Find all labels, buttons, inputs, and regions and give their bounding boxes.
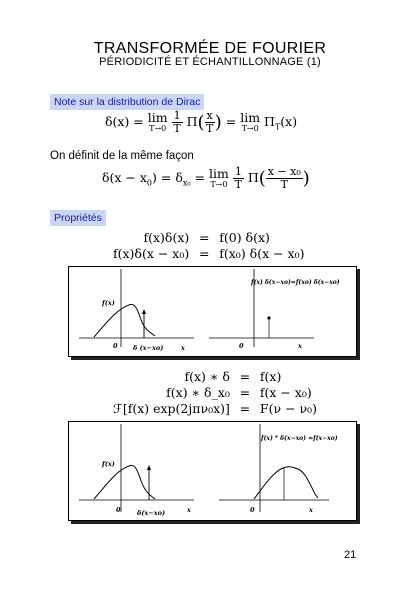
fig1-delta-label: δ (x−xo) — [133, 344, 164, 352]
fig2-x-left: x — [187, 506, 191, 514]
eq2-fraction: $\frac{1}{T}$ — [234, 165, 242, 191]
eq1-lhs: δ(x) = — [105, 114, 148, 129]
fig1-x-left: x — [181, 344, 185, 352]
page-subtitle: PÉRIODICITÉ ET ÉCHANTILLONNAGE (1) — [99, 56, 321, 68]
convolution-properties — [113, 369, 317, 416]
page-number: 21 — [344, 549, 357, 561]
eq1-pi: Π — [186, 114, 198, 129]
prop5-lhs: ℱ[f(x) exp(2jπν₀x)] — [113, 401, 230, 416]
eq1-lim2: lim T→0 — [240, 109, 261, 133]
fig2-zero-right: 0 — [250, 506, 255, 514]
prop3-eq: = — [239, 369, 251, 384]
figure-convolution-shift — [68, 421, 357, 521]
eq1-mid: = — [225, 114, 241, 129]
definition-sentence: On définit de la même façon — [50, 150, 194, 162]
prop3-rhs: f(x) — [259, 369, 282, 384]
fig1-delta-arrowhead — [142, 309, 146, 314]
fig1-zero-left: 0 — [113, 342, 118, 350]
page-title: TRANSFORMÉE DE FOURIER — [93, 40, 327, 57]
fig1-f-label: f(x) — [102, 299, 115, 307]
eq1-rhs: Π — [264, 114, 275, 129]
figure1-canvas — [69, 267, 356, 356]
prop4-lhs: f(x) ∗ δ_x₀ — [166, 385, 230, 400]
prop2-eq: = — [199, 246, 210, 261]
fig2-delta-arrowhead — [147, 465, 151, 470]
prop4-eq: = — [239, 385, 251, 400]
prop2-lhs: f(x)δ(x − x₀) — [113, 246, 190, 261]
prop1-rhs: f(0) δ(x) — [219, 230, 270, 245]
dirac-limit-equation: δ(x) = lim T→0 $\frac{1}{T}$ Π( $\frac{x}{T}$ ) = lim T→0 $\Pi_T(x)$ — [105, 109, 298, 135]
fig2-left-curve — [94, 465, 155, 499]
product-properties — [113, 230, 304, 261]
fig1-left-curve — [94, 304, 155, 337]
fig2-x-right: x — [309, 506, 313, 514]
fig1-zero-right: 0 — [239, 342, 244, 350]
fig2-f-label: f(x) — [102, 460, 115, 468]
prop2-rhs: f(x₀) δ(x − x₀) — [219, 246, 305, 261]
fig2-zero-left: 0 — [116, 506, 121, 514]
prop5-rhs: F(ν − ν₀) — [259, 401, 317, 416]
fig1-x-right: x — [298, 342, 302, 350]
prop5-eq: = — [239, 401, 251, 416]
fig2-right-label: f(x) * δ(x−xo) =f(x−xo) — [261, 435, 338, 442]
fig1-right-label: f(x) δ(x−xo)=f(xo) δ(x−xo) — [251, 279, 340, 286]
prop3-lhs: f(x) ∗ δ — [184, 369, 230, 384]
figure2-canvas — [69, 422, 356, 520]
eq2-lim: lim T→0 — [208, 165, 229, 189]
prop4-rhs: f(x − x₀) — [259, 385, 312, 400]
section-label-dirac-note: Note sur la distribution de Dirac — [50, 94, 204, 110]
eq1-fraction: $\frac{1}{T}$ — [173, 109, 181, 135]
fig2-right-shifted-curve — [254, 467, 318, 499]
eq2-arg: $\frac{\text{x − x₀}}{T}$ — [267, 165, 301, 191]
shifted-dirac-equation: $\delta(x - x_0) = \delta_{x_0}$ = lim T→0 $\frac{1}{T}$ Π( $\frac{\text{x − x₀}}{T}$ ) — [102, 165, 310, 191]
prop1-lhs: f(x)δ(x) — [143, 230, 190, 245]
fig2-delta-label: δ(x−xo) — [137, 509, 166, 517]
prop1-eq: = — [199, 230, 210, 245]
eq1-arg: $\frac{x}{T}$ — [205, 109, 214, 135]
fig1-right-sample-point — [267, 316, 270, 319]
section-label-properties: Propriétés — [50, 210, 106, 226]
figure-product-sampling — [68, 266, 357, 357]
eq1-lim: lim T→0 — [147, 109, 168, 133]
